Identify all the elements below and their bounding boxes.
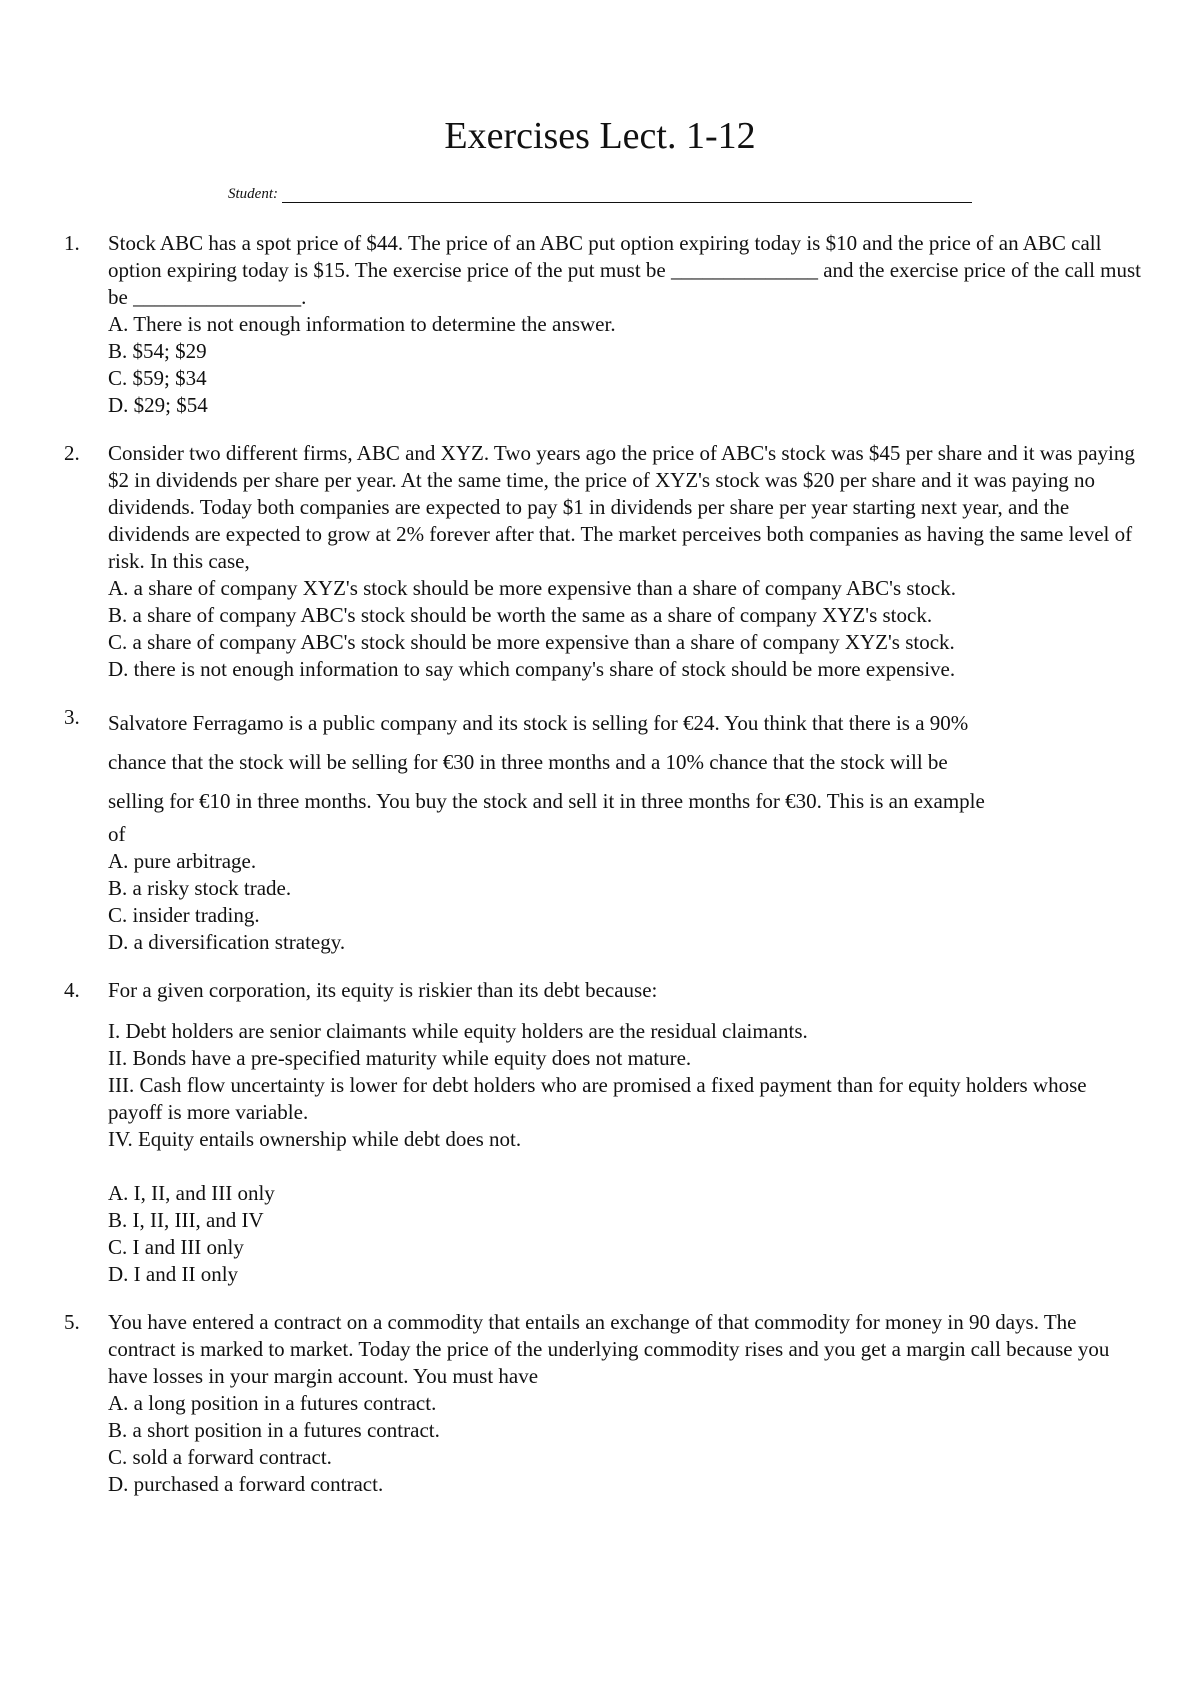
question-text-line: of [108,822,126,846]
answer-option-d: D. purchased a forward contract. [108,1472,384,1496]
answer-option-a: A. There is not enough information to determine the answer. [108,312,616,336]
answer-option-c: C. sold a forward contract. [108,1445,332,1469]
question-body [108,977,1144,1288]
statement-list [108,1018,1144,1153]
answer-options [108,1390,1144,1498]
answer-option-a: A. a share of company XYZ's stock should be more expensive than a share of company ABC's stock. [108,576,956,600]
question-text-line: chance that the stock will be selling for €30 in three months and a 10% chance that the stock will be [108,750,948,774]
question-text: You have entered a contract on a commodity that entails an exchange of that commodity for money in 90 days. The contract is marked to market. Today the price of the underlying commodity rises and you get a margin call because you have losses in your margin account. You must have [108,1310,1110,1388]
answer-option-d: D. a diversification strategy. [108,930,346,954]
question-number: 3. [64,705,80,729]
answer-option-d: D. $29; $54 [108,393,208,417]
answer-option-d: D. I and II only [108,1262,239,1286]
question-number: 2. [64,441,80,465]
question-text-line: Salvatore Ferragamo is a public company and its stock is selling for €24. You think that there is a 90% [108,711,969,735]
question-text [108,704,1144,848]
page-title: Exercises Lect. 1-12 [444,115,756,157]
statement-ii: II. Bonds have a pre-specified maturity while equity does not mature. [108,1046,692,1070]
question-text: For a given corporation, its equity is riskier than its debt because: [108,978,658,1002]
question-4 [64,977,1144,1288]
question-body [108,230,1144,419]
answer-option-b: B. I, II, III, and IV [108,1208,264,1232]
answer-option-c: C. insider trading. [108,903,260,927]
answer-options [108,311,1144,419]
answer-option-b: B. $54; $29 [108,339,207,363]
answer-options [108,575,1144,683]
answer-option-a: A. pure arbitrage. [108,849,257,873]
answer-option-a: A. I, II, and III only [108,1181,275,1205]
answer-option-a: A. a long position in a futures contract. [108,1391,437,1415]
answer-option-d: D. there is not enough information to say which company's share of stock should be more expensive. [108,657,956,681]
answer-options [108,848,1144,956]
answer-option-c: C. $59; $34 [108,366,207,390]
answer-option-b: B. a share of company ABC's stock should be worth the same as a share of company XYZ's stock. [108,603,933,627]
question-number: 1. [64,231,80,255]
student-name-line [228,186,972,203]
question-body [108,1309,1144,1498]
question-text: Consider two different firms, ABC and XYZ. Two years ago the price of ABC's stock was $45 per share and it was paying $2 in dividends per share per year. At the same time, the price of XYZ's stock was $20 per share and it was paying no dividends. Today both companies are expected to pay $1 in dividends per share per year starting next year, and the dividends are expected to grow at 2% forever after that. The market perceives both companies as having the same level of risk. In this case, [108,441,1135,573]
question-number: 4. [64,978,80,1002]
statement-iii: III. Cash flow uncertainty is lower for debt holders who are promised a fixed payment than for equity holders whose payoff is more variable. [108,1073,1087,1124]
answer-option-c: C. I and III only [108,1235,244,1259]
question-body [108,704,1144,956]
question-2 [64,440,1144,683]
answer-option-c: C. a share of company ABC's stock should be more expensive than a share of company XYZ's stock. [108,630,955,654]
question-5 [64,1309,1144,1498]
answer-options [108,1180,1144,1288]
question-1 [64,230,1144,419]
question-body [108,440,1144,683]
student-label: Student: [228,186,278,202]
statement-iv: IV. Equity entails ownership while debt does not. [108,1127,522,1151]
student-name-blank [282,188,972,203]
question-text-line: selling for €10 in three months. You buy the stock and sell it in three months for €30. This is an example [108,789,985,813]
question-number: 5. [64,1310,80,1334]
question-3 [64,704,1144,956]
question-list [64,230,1144,1498]
statement-i: I. Debt holders are senior claimants while equity holders are the residual claimants. [108,1019,808,1043]
answer-option-b: B. a short position in a futures contract. [108,1418,440,1442]
answer-option-b: B. a risky stock trade. [108,876,292,900]
question-text: Stock ABC has a spot price of $44. The price of an ABC put option expiring today is $10 and the price of an ABC call option expiring today is $15. The exercise price of the put must be ______________ and the exercise price of the call must be ________________. [108,231,1142,309]
